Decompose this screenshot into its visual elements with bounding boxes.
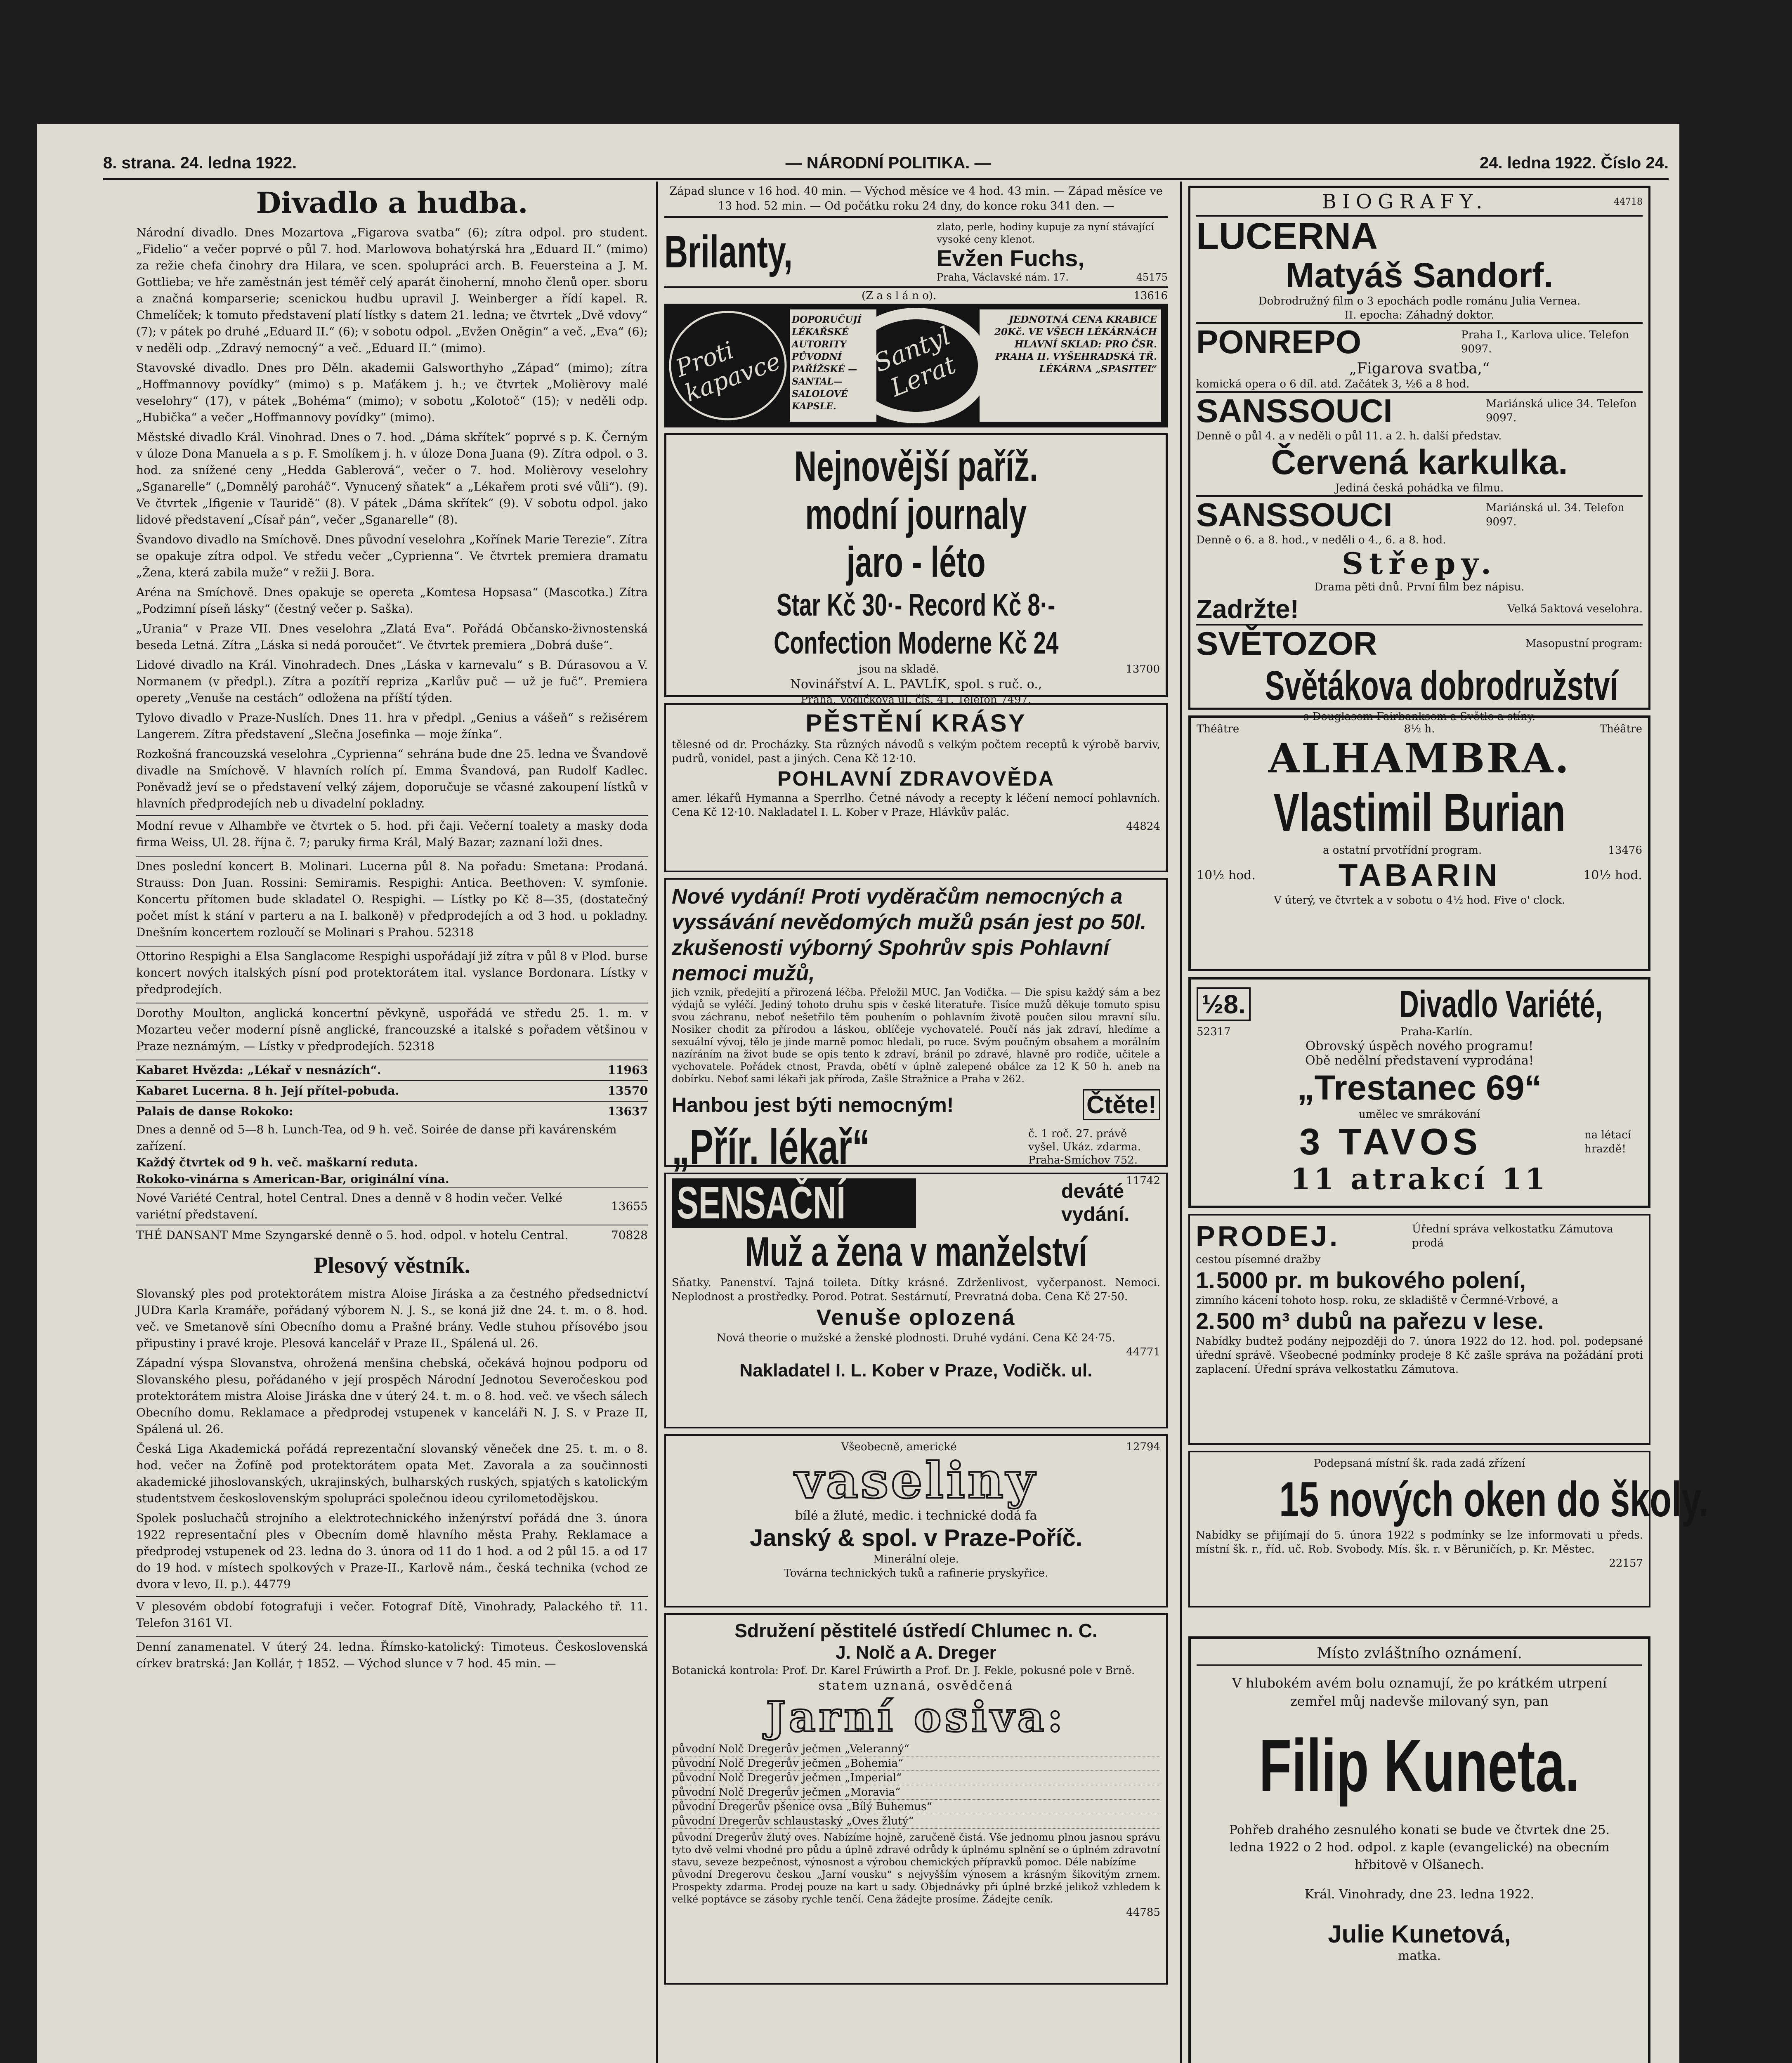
prodej-i1: 5000 pr. m bukového polení, [1216,1267,1526,1293]
list-item: původní Nolč Dregerův ječmen „Veleranný“ [672,1742,1160,1756]
chlumec-control: Botanická kontrola: Prof. Dr. Karel Frúwirth a Prof. Dr. J. Fekle, pokusné pole v Brně. [672,1664,1135,1677]
svetozor-film: Světákova dobrodružství [1265,663,1618,709]
short-ad-code: 13637 [607,1105,648,1118]
ad-prodej [1188,1214,1650,1445]
ad-spohr [664,878,1168,1187]
chlumec-big: Jarní osiva: [766,1692,1066,1741]
variete-name: Divadlo Variété, [1399,983,1603,1025]
short-ad [136,1225,648,1245]
ad-alhambra [1188,715,1650,971]
chlumec-text2: původní Dregerovu českou „Jarní vousku“ s nejvyšším výnosem a krásným šikovitým zrnem. Prospekty zdarma. Prodej pouze na kart u sady. Objednávky při úplné brzké jelikož vzhledem k velké poptávce se zásoby rychle tenčí. Cena žádejte prosíme. Žádejte ceník. [672,1869,1160,1905]
sanssouci2-addr: Mariánská ul. 34. Telefon 9097. [1486,502,1624,528]
spohr-l1: Hanbou jest býti nemocným! [672,1093,954,1116]
krasa-text2: amer. lékařů Hymanna a Sperrlho. Četné návody a recepty k léčení nemocí pohlavních. Cena Kč 12·10. Nakladatel I. L. Kober v Praze, Hlávkův palác. [672,792,1160,819]
krasa-text: tělesné od dr. Procházky. Sta různých návodů s velkým počtem receptů k výrobě barviv, pudrů, vonidel, past a jiných. Cena Kč 12·10. [672,739,1160,765]
tavos-note: na létací hrazdě! [1584,1129,1631,1155]
sanssouci1-t2: Jediná česká pohádka ve filmu. [1335,482,1504,494]
column-ads-middle [664,182,1168,2063]
ponrepo-row [1196,322,1643,360]
paragraph: Ottorino Respighi a Elsa Sanglacome Respighi uspořádají již zítra v půl 8 v Plod. burse koncert nových italských písní pod protektorátem ital. vyslance Bordonara. Lístky v předprodejích. [136,946,648,999]
zaslano-code: 13616 [1133,290,1168,302]
variete-t2: Obě nedělní představení vyprodána! [1305,1053,1534,1068]
zadrzte-text: Velká 5aktová veselohra. [1507,603,1643,615]
zadrzte-row [1196,594,1643,624]
sensace-row [672,1178,1160,1228]
journal-l3: jaro - léto [846,538,986,586]
short-ad-code: 13655 [611,1199,648,1213]
ponrepo-t: komická opera o 6 díl. atd. Začátek 3, ½6 a 8 hod. [1196,378,1470,390]
sensace-text: Sňatky. Panenství. Tajná toileta. Dítky krásné. Zdrženlivost, vyčerpanost. Nemoci. Neplodnost a prostředky. Porod. Potrat. Sestárnutí, Prevratná doba. Cena Kč 27·50. [672,1277,1160,1303]
paragraph: Slovanský ples pod protektorátem mistra Aloise Jiráska a za čestného předsednictví JUDra Karla Kramáře, pořádaný výborem N. J. S., se koná již dne 24. t. m. o 8. hod. več. ve Smetanově síni Obecního domu a Prašné brány. Vedle stuhou přísovébo jsou připustiny i pravé kroje. Plesová kancelář v Praze II., Spálená ul. 26. [136,1287,648,1350]
short-ad [136,1060,648,1080]
column-divider-2 [1180,182,1182,2063]
sensace-book: Muž a žena v manželství [745,1229,1087,1275]
spohr-l2: Čtěte! [1083,1089,1160,1120]
skola-code: 22157 [1609,1557,1643,1570]
variete-num: ½8. [1197,987,1251,1021]
alhambra-star: Vlastimil Burian [1273,782,1565,843]
variete-play: „Trestanec 69“ [1297,1068,1542,1107]
lucerna-t2: II. epocha: Záhadný doktor. [1344,309,1495,321]
variete-t3: umělec ve smrákování [1358,1108,1480,1121]
ad-brilanty-title: Brilanty, [664,227,793,277]
vaselina-title: vaseliny [795,1452,1037,1510]
alhambra-time: 8½ h. [1404,723,1435,735]
sanssouci2-t: Denně o 6. a 8. hod., v neděli o 4., 6. a 8. hod. [1196,534,1446,546]
variete-code: 52317 [1197,1026,1231,1038]
short-ad-code: 70828 [611,1228,648,1242]
journal-l8: Praha, Vodičkova ul. čís. 41. Telefon 7497. [800,694,1032,706]
prodej-item2 [1196,1308,1643,1334]
short-ad-code: 11963 [607,1063,648,1077]
prodej-i1-num: 1. [1196,1267,1215,1293]
ad-santyl [664,304,1168,427]
variete-addr-row [1197,1025,1642,1039]
alhambra-t2: V úterý, ve čtvrtek a v sobotu o 4½ hod. Five o' clock. [1274,894,1565,906]
lucerna-name: LUCERNA [1196,216,1378,257]
short-ad-line: Každý čtvrtek od 9 h. več. maškarní reduta. [136,1156,418,1169]
santyl-right: JEDNOTNÁ CENA KRABICE 20Kč. VE VŠECH LÉKÁRNÁCH HLAVNÍ SKLAD: PRO ČSR. PRAHA II. VYŠEHRADSKÁ TŘ. LÉKÁRNA „SPASITEL“ [994,314,1157,375]
alhambra-prog-row [1197,843,1642,857]
skola-t: Nabídky se přijímají do 5. února 1922 s podmínky se lze informovati u předs. místní šk. r., říd. uč. Rob. Svobody. Mís. šk. r. v Běruničích, p. Kr. Městec. [1196,1529,1643,1556]
section-title: Divadlo a hudba. [256,186,528,220]
variete-t1: Obrovský úspěch nového programu! [1305,1039,1534,1053]
short-ad-line: Rokoko-vinárna s American-Bar, originální vína. [136,1172,449,1186]
paragraph: Stavovské divadlo. Dnes pro Děln. akademii Galsworthyho „Západ“ (mimo); zítra „Hoffmannovy povídky“ (mimo) s p. Maťákem j. h.; ve čtvrtek „Molièrovy malé veselohry“ (17), v pátek „Bohéma“ (mimo); v sobotu „Kolotoč“ (15); v neděli odp. „Hubička“ a večer „Hoffmannovy povídky“ (mimo). [136,361,648,424]
biograf-code: 44718 [1614,196,1643,207]
paragraph: Dnes poslední koncert B. Molinari. Lucerna půl 8. Na pořadu: Smetana: Prodaná. Strauss: Don Juan. Rossini: Semiramis. Respighi: Antica. Beethoven: V. symfonie. Koncertu přítomen bude skladatel O. Respighi. — Lístky po Kč 8—35, (dostatečný počet míst k stání v parteru a na I. balkoně) v předprodejích a od 3 hod. u pokladny. Dnešním koncertem rozloučí se Molinari s Prahou. 52318 [136,856,648,942]
sanssouci1-film: Červená karkulka. [1271,443,1568,482]
ad-obituary [1188,1636,1650,2063]
paragraph: Západní výspa Slovanstva, ohrožená menšina chebská, očekává hojnou podporu od Slovanského plesu, pořádaného v její prospěch Národní Jednotou Severočeskou pod protektorátem mistra Aloise Jiráska dne v úterý 24. t. m. o 8. hod. več. ve všech sálech Obecního domu. Reklamace a předprodej vstupenek v kanceláři N. J. S. v Praze II, Spálená ul. 26. [136,1356,648,1436]
prodej-t: Nabídky budtež podány nejpozději do 7. února 1922 do 12. hod. pol. podepsané úřední správě. Všeobecné podmínky prodeje 8 Kč zašle správa na požádání proti zaplacení. Úřední správa velkostatku Zámutova. [1196,1335,1643,1376]
journal-l5: Confection Moderne Kč 24 [773,626,1059,661]
short-ad-text: Nové Variété Central, hotel Central. Dnes a denně v 8 hodin večer. Velké variétní představení. [136,1191,562,1221]
header-rule [103,178,1669,180]
prodej-office: Úřední správa velkostatku Zámutova prodá [1412,1223,1613,1249]
sensace-side: deváté vydání. [1061,1180,1130,1225]
subsection-title: Plesový věstník. [314,1253,470,1278]
obituary-head: Místo zvláštního oznámení. [1197,1643,1642,1666]
journal-code: 13700 [1126,663,1160,675]
short-ad-line: Dnes a denně od 5—8 h. Lunch-Tea, od 9 h. več. Soirée de danse při kavárenském zařízení. [136,1123,617,1153]
journal-l4: Star Kč 30·- Record Kč 8·- [777,588,1055,623]
ad-brilanty-code: 45175 [1136,271,1168,283]
journal-l1: Nejnovější paříž. [794,443,1038,491]
list-item: původní Dregerův pšenice ovsa „Bílý Buhemus“ [672,1800,1160,1814]
spohr-text: jich vznik, předejití a přirozená léčba. Přeložil MUC. Jan Vodička. — Die spisu každý sám a bez výdajů se vyléčí. Jediný tohoto druhu spis v české literatuře. Tisíce mužů děkuje tomuto spisu svou záchranu, neboť nešetřilo těm pouhením o pohlavním životě poučen silou mravní sílu. Nosiker chodit za přírodou a láskou, oblíčeje vychovatelé. Poučí nás jak zdraví, hledíme a sexuální vývoj, tělo je jinde marně pomoc hledali, po ruce. Svým poučným obsahem a morálním nazíráním na život bude se opis tento k zdraví, bránil po zdravé, hlavně pro rodiče, učitele a vychovatele. Pořádek ctnost, Pravda, obětí v úplně zalepené obálce za 12 K 50 h. aneb na dobírku. Neboť sami lékaři jak příroda, Zašle Stražnice a Praha v 262. [672,987,1160,1085]
sensace-pub: Nakladatel I. L. Kober v Praze, Vodičk. ul. [739,1360,1093,1381]
variete-head-row [1197,984,1642,1025]
spohr-head: Nové vydání! Proti vyděračům nemocných a vyssávání nevědomých mužů psán jest po 50l. zkušenosti výborný Spohrův spis Pohlavní nemoci mužů, [672,885,1147,985]
list-item: původní Nolč Dregerův ječmen „Bohemia“ [672,1756,1160,1771]
krasa-title2: POHLAVNÍ ZDRAVOVĚDA [777,767,1055,790]
variete-addr: Praha-Karlín. [1400,1026,1473,1038]
short-ad [136,1101,648,1121]
svetozor-name: SVĚTOZOR [1196,625,1377,662]
cinema-box [1188,186,1650,723]
skola-top: Podepsaná místní šk. rada zadá zřízení [1313,1457,1525,1470]
ad-sensace [664,1173,1168,1428]
list-item: původní Dregerův schlaustaský „Oves žlutý“ [672,1814,1160,1829]
spohr-mag-row [672,1120,1160,1174]
sensace-title2: Venuše oplozená [816,1305,1016,1330]
spohr-call-row [672,1089,1160,1120]
ad-chlumec [664,1613,1168,1985]
spohr-code: 11742 [1126,1175,1160,1187]
tavos-name: 3 TAVOS [1299,1121,1482,1163]
sanssouci1-t: Denně o půl 4. a v neděli o půl 11. a 2. h. další představ. [1196,430,1502,442]
ponrepo-addr: Praha I., Karlova ulice. Telefon 9097. [1461,329,1629,355]
header-right: 24. ledna 1922. Číslo 24. [1479,153,1669,172]
vaselina-l3: Minerální oleje. [873,1553,959,1565]
ponrepo-film: „Figarova svatba,“ [1349,360,1490,377]
vaselina-l4: Továrna technických tuků a rafinerie pryskyřice. [784,1567,1048,1579]
column-theatre [136,186,648,2063]
paragraph: Modní revue v Alhambře ve čtvrtek o 5. hod. při čaji. Večerní toalety a masky doda firma Weiss, Ul. 28. října č. 7; paruky firma Král, Malý Bazar; zaznaní loži dnes. [136,815,648,852]
column-divider-1 [656,182,658,2063]
obituary-name: Filip Kuneta. [1259,1724,1580,1807]
short-ad-text: Kabaret Lucerna. 8 h. Její přítel-pobuda. [136,1084,399,1098]
paragraph: Dorothy Moulton, anglická koncertní pěvkyně, uspořádá ve středu 25. 1. m. v Mozarteu večer moderní písně anglické, francouzské a italské s pořadem většinou v Praze neznámým. — Lístky v předprodejích. 52318 [136,1003,648,1056]
vaselina-l2: Janský & spol. v Praze-Poříč. [750,1525,1082,1551]
sanssouci1-name: SANSSOUCI [1196,392,1393,429]
vaselina-code: 12794 [1126,1441,1160,1453]
tavos-row [1197,1121,1642,1163]
paragraph: Spolek posluchačů strojního a elektrotechnického inženýrství pořádá dne 3. února 1922 representační ples v Obecním domě hlavního města Prahy. Reklamace a předprodej vstupenek od 23. ledna do 3. února od 11 do 1 hod. a od 2 půl 15. a od 17 do 19 hod. v místech spolkových v Praze-II., Karlově nám., česká technika (vchod ze dvora v levo, II. p.). 44779 [136,1511,648,1591]
ad-brilanty [664,216,1168,286]
santyl-mid: DOPORUČUJÍ LÉKAŘSKÉ AUTORITY PŮVODNÍ PAŘÍŽSKÉ —SANTAL— SALOLOVÉ KAPSLE. [792,314,862,412]
paragraph: Švandovo divadlo na Smíchově. Dnes původní veselohra „Kořínek Marie Terezie“. Zítra se opakuje zítra odpol. Ve středu večer „Cyprienna“. Ve čtvrtek premiera dramatu „Žena, která zabila muže“ v režii J. Bora. [136,533,648,579]
prodej-item1 [1196,1267,1643,1294]
svetozor-t: s Douglasem Fairbanksem a Světlo a stíny. [1303,710,1536,723]
sensace-code: 44771 [1126,1346,1160,1358]
prodej-head-row [1196,1220,1643,1253]
alhambra-name: ALHAMBRA. [1268,735,1571,782]
paragraph: Denní zanamenatel. V úterý 24. ledna. Římsko-katolický: Timoteus. Československá církev bratrská: Jan Kollár, † 1852. — Východ slunce v 7 hod. 45 min. — [136,1636,648,1674]
svetozor-prog: Masopustní program: [1525,637,1643,650]
journal-l7: Novinářství A. L. PAVLÍK, spol. s ruč. o., [790,677,1042,692]
ad-variete [1188,977,1650,1208]
journal-stock-row [672,662,1160,676]
krasa-code: 44824 [1126,820,1160,833]
journal-l6: jsou na skladě. [858,663,940,675]
short-ad [136,1187,648,1225]
obituary-sign: Julie Kunetová, [1328,1920,1511,1948]
santyl-left: Proti kapavce [672,335,784,408]
sanssouci2-t2: Drama pěti dnů. První film bez nápisu. [1314,581,1525,593]
sanssouci2-row [1196,495,1643,533]
obituary-t2: Pohřeb drahého zesnulého konati se bude ve čtvrtek dne 25. ledna 1922 o 2 hod. odpol. z kaple (evangelické) na obecním hřbitově v Olšanech. [1229,1823,1610,1872]
paragraph: Městské divadlo Král. Vinohrad. Dnes o 7. hod. „Dáma skřítek“ poprvé s p. K. Černým v úloze Dona Manuela a s p. F. Smolíkem j. h. v úloze Dona Juana (9). Zítra odpol. o 3. hod. za snížené ceny „Hedda Gablerová“, večer o 7. hod. Molièrovy veselohry „Sganarelle“ („Domnělý paroháč“. Vynucený sňatek“ a „Lékařem proti své vůli“). (9). Ve čtvrtek „Ifigenie v Tauridě“ (8). V pátek „Dáma skřítek“ (9). V sobotu odpol. jako lidové představení „Císař pán“, večer „Sganarelle“ (8). [136,430,648,526]
prodej-i2-num: 2. [1196,1308,1215,1334]
alhambra-tr: Théâtre [1599,723,1642,735]
spohr-l3: „Přír. lékař“ [672,1119,870,1175]
short-ad-text: Kabaret Hvězda: „Lékař v nesnázích“. [136,1063,381,1077]
krasa-title: PĚSTĚNÍ KRÁSY [805,709,1027,737]
tabarin-tl: 10½ hod. [1197,868,1256,883]
ad-krasa [664,703,1168,872]
vaselina-top: Všeobecně, americké [841,1441,957,1453]
short-ad-text: THÉ DANSANT Mme Szyngarské denně o 5. hod. odpol. v hotelu Central. [136,1228,569,1242]
skola-big: 15 nových oken do školy. [1279,1472,1709,1527]
paragraph: „Urania“ v Praze VII. Dnes veselohra „Zlatá Eva“. Pořádá Občansko-živnostenská beseda Letná. Zítra „Láska si nedá poroučet“. Ve čtvrtek premiera „Dobrá duše“. [136,622,648,652]
alhambra-tl: Théâtre [1197,723,1240,735]
svetozor-row [1196,624,1643,662]
chlumec-list [672,1742,1160,1829]
paragraph: V plesovém období fotografuji i večer. Fotograf Dítě, Vinohrady, Palackého tř. 11. Telefon 3161 VI. [136,1596,648,1633]
prodej-title: PRODEJ. [1196,1220,1340,1252]
obituary-t1: V hlubokém avém bolu oznamují, že po krátkém utrpení zemřel můj nadevše milovaný syn, pan [1232,1675,1607,1709]
paragraph: Rozkošná francouzská veselohra „Cyprienna“ sehrána bude dne 25. ledna ve Švandově divadle na Smíchově. V hlavních rolích pí. Emma Švandová, pan Rudolf Kadlec. Poněvadž jeví se o představení velký zájem, doporučuje se včasné zakoupení lístků v hlavních předprodejích neb u divadelní pokladny. [136,747,648,810]
list-item: původní Nolč Dregerův ječmen „Moravia“ [672,1785,1160,1800]
sanssouci2-name: SANSSOUCI [1196,496,1393,533]
ad-brilanty-name: Evžen Fuchs, [937,245,1084,271]
ad-vaselina [664,1434,1168,1607]
alhambra-top-row [1197,722,1642,736]
alhambra-code: 13476 [1608,844,1642,857]
chlumec-code: 44785 [1126,1906,1160,1919]
ad-brilanty-addr-row [937,271,1168,283]
prodej-t0: cestou písemné dražby [1196,1253,1321,1266]
column-cinema [1188,186,1709,2063]
ponrepo-name: PONREPO [1196,323,1362,360]
sanssouci1-row [1196,391,1643,429]
header-left: 8. strana. 24. ledna 1922. [103,153,297,172]
vaselina-l1: bílé a žluté, medic. i technické dodá fa [795,1508,1037,1523]
sensace-text2: Nová theorie o mužské a ženské plodnosti. Druhé vydání. Cena Kč 24·75. [716,1332,1116,1344]
paragraph: Aréna na Smíchově. Dnes opakuje se opereta „Komtesa Hopsasa“ (Mascotka.) Zítra „Podzimní píseň lásky“ (čestný večer p. Saška). [136,585,648,616]
chlumec-seal: statem uznaná, osvědčená [818,1678,1014,1693]
header-center: — NÁRODNÍ POLITIKA. — [785,153,991,172]
paragraph: Lidové divadlo na Král. Vinohradech. Dnes „Láska v karnevalu“ s B. Dúrasovou a V. Normanem (v předpl.). Zítra a pozítří repriza „Karlův puč — už je fuč“. Premiera operety „Venuše na cestách“ odložena na příští týden. [136,658,648,705]
obituary-t3: Král. Vinohrady, dne 23. ledna 1922. [1304,1887,1535,1902]
journal-l2: modní journaly [805,491,1027,538]
sanssouci1-addr: Mariánská ulice 34. Telefon 9097. [1486,398,1637,424]
biograf-title: BIOGRAFY. [1322,190,1488,213]
lucerna-film: Matyáš Sandorf. [1285,256,1554,295]
tabarin-name: TABARIN [1338,858,1501,893]
ad-brilanty-text: zlato, perle, hodiny kupuje za nyní stávající vysoké ceny klenot. [937,221,1154,245]
tabarin-row [1197,857,1642,893]
sensace-title: SENSAČNÍ [672,1178,916,1228]
sun-info: Západ slunce v 16 hod. 40 min. — Východ měsíce ve 4 hod. 43 min. — Západ měsíce ve 13 hod. 52 min. — Od počátku roku 24 dny, do konce roku 341 den. — [669,185,1163,212]
prodej-i2: 500 m³ dubů na pařezu v lese. [1216,1308,1544,1334]
biograf-row [1196,190,1643,217]
prodej-i1t: zimního kácení tohoto hosp. roku, ze skladiště v Čermné-Vrbové, a [1196,1294,1558,1307]
paragraph: Tylovo divadlo v Praze-Nuslích. Dnes 11. hra v předpl. „Genius a vášeň“ s režisérem Langerem. Zítra představení „Slečna Josefinka — moje žínka“. [136,711,648,741]
zadrzte-title: Zadržte! [1196,594,1299,624]
short-ad-text: Palais de danse Rokoko: [136,1105,293,1118]
variete-atr: 11 atrakcí 11 [1290,1162,1549,1196]
chlumec-text: původní Dregerův žlutý oves. Nabízíme hojně, zaručeně čistá. Vše jednomu plnou jasnou správu tyto dvě velmi vhodné pro půdu a úplně zdravé odrůdy k úplnému splnění se o úplném zdravotní stavu, seveze bezpečnost, výnosnost a výrobou chemických přípravků pomoc. Déle nabízíme [672,1832,1160,1868]
short-ad-code: 13570 [607,1084,648,1098]
page-header [103,151,1669,175]
lucerna-t1: Dobrodružný film o 3 epochách podle románu Julia Vernea. [1258,295,1581,307]
paragraph: Národní divadlo. Dnes Mozartova „Figarova svatba“ (6); zítra odpol. pro student. „Fidelio“ a večer poprvé o půl 7. hod. Marlowova bohatýrská hra „Eduard II.“ (mimo) za režie chefa činohry dra Hilara, ve scen. spolupráci arch. B. Feuersteina a J. M. Gottlieba; ve hře zaměstnán jest téměř celý aparát činoherní, mnoho členů oper. sboru a značná komparserie; scenickou hudbu upravil J. Weinberger a řídí kapel. R. Chmelíček; k tomuto představení platí lístky s datem 21. ledna; ve čtvrtek „Dvě vdovy“ (7); v pátek po druhé „Eduard II.“ (6); v sobotu odpol. „Evžen Oněgin“ a več. „Eva“ (6); v neděli odp. „Zdravý nemocný“ a več. „Eduard II.“ (mimo). [136,226,648,355]
chlumec-title: Sdružení pěstitelé ústředí Chlumec n. C. [734,1620,1098,1641]
zaslano-label: (Z a s l á n o). [862,290,937,302]
alhambra-t: a ostatní prvotřídní program. [1323,844,1482,857]
tabarin-tr: 10½ hod. [1583,868,1642,883]
list-item: původní Nolč Dregerův ječmen „Imperial“ [672,1771,1160,1785]
ad-journal [664,433,1168,706]
spohr-l4: č. 1 roč. 27. právě vyšel. Ukáz. zdarma. Praha-Smíchov 752. [1028,1128,1141,1166]
ad-skola [1188,1451,1709,1607]
santyl-brand: Santyl Lerat [870,321,960,403]
sanssouci2-film: Střepy. [1342,546,1497,581]
obituary-sign2: matka. [1398,1949,1441,1963]
paragraph: Česká Liga Akademická pořádá reprezentační slovanský věneček dne 25. t. m. o 8. hod. večer na Žofíně pod protektorátem opata Met. Zavorala a za součinnosti akademické jihoslovanských, ukrajinských, bulharských ruských, spjatých s katolickým studentstvem československým spolupráci společnou ideou cyrilometodějskou. [136,1442,648,1505]
short-ad [136,1080,648,1101]
ad-brilanty-body [937,221,1168,283]
zaslano-row [664,286,1168,304]
ad-brilanty-addr: Praha, Václavské nám. 17. [937,271,1069,283]
chlumec-names: J. Nolč a A. Dreger [836,1643,996,1663]
